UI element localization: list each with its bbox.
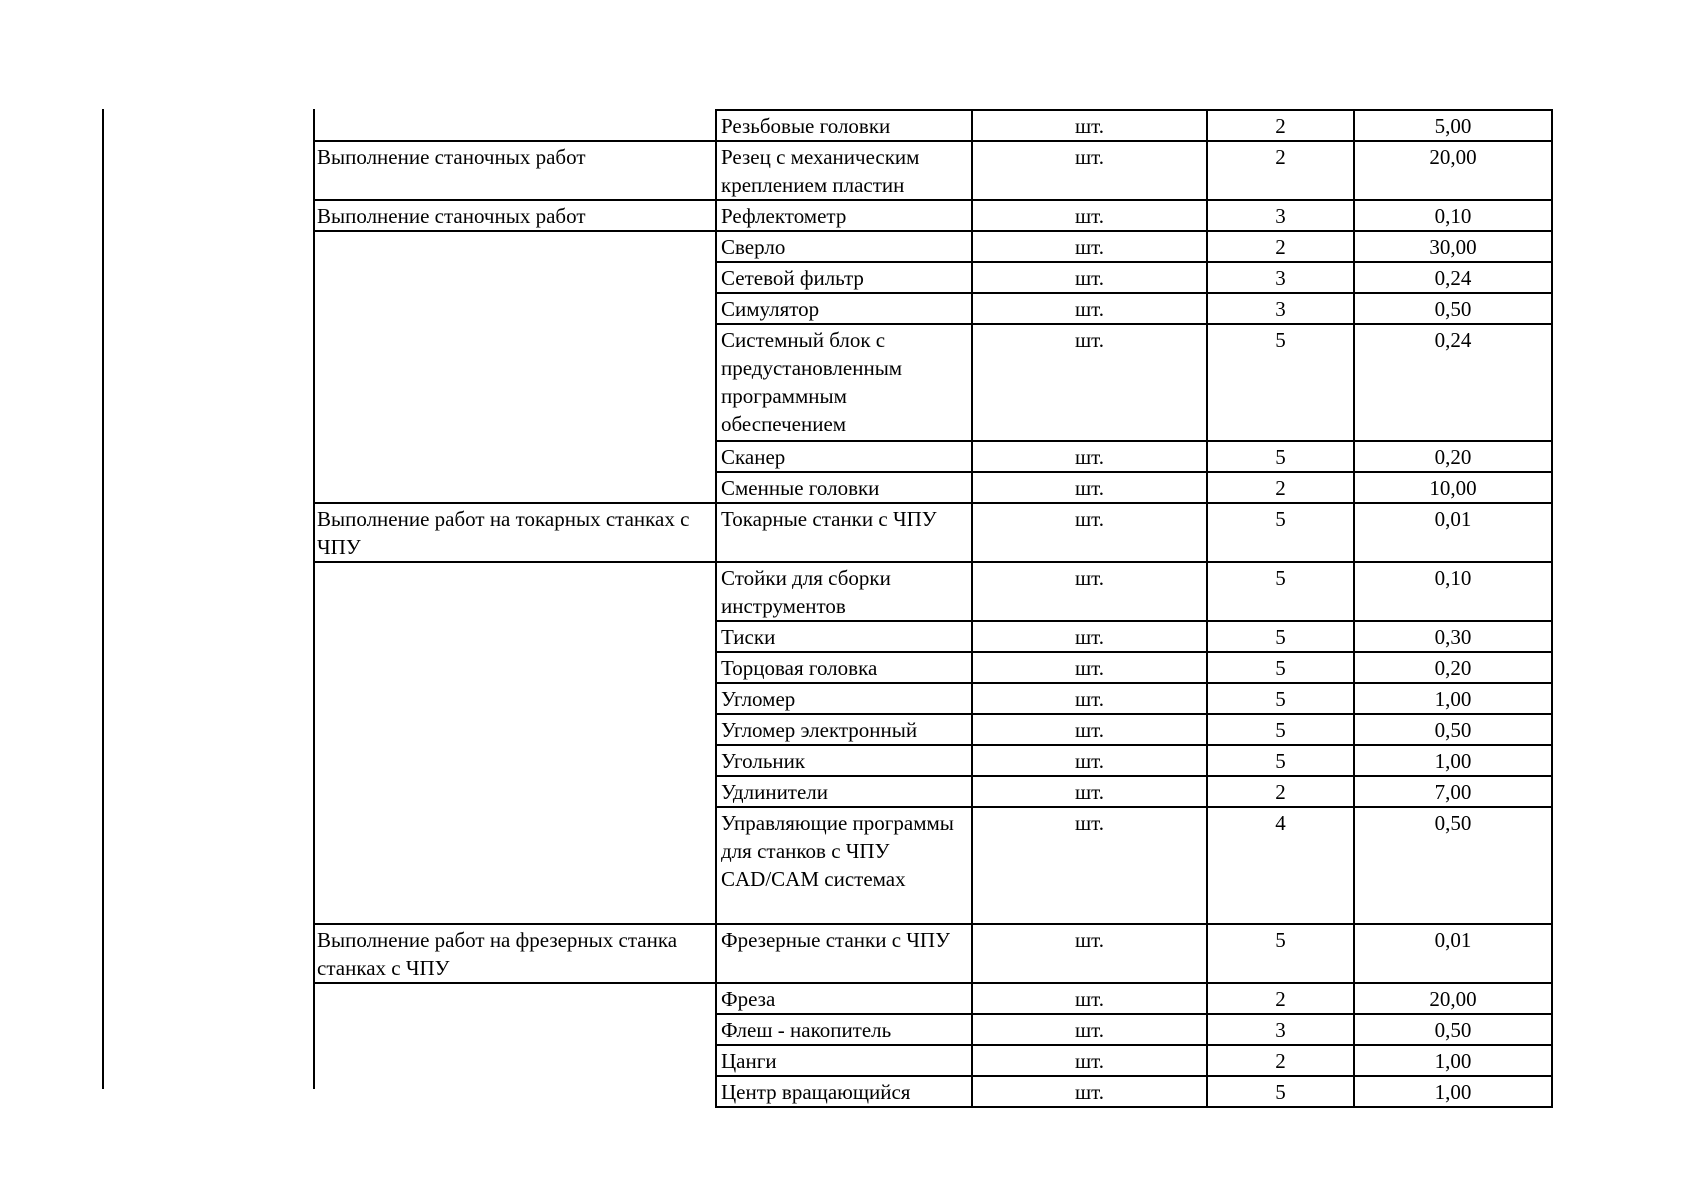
value-cell: 0,20	[1354, 441, 1552, 472]
equipment-table	[313, 109, 1553, 1108]
value-cell: 7,00	[1354, 776, 1552, 807]
item-cell: Резец с механическим креплением пластин	[716, 141, 972, 200]
work-cell	[313, 745, 716, 776]
value-cell: 30,00	[1354, 231, 1552, 262]
qty-cell: 2	[1207, 472, 1354, 503]
value-cell: 1,00	[1354, 1076, 1552, 1107]
table-row	[313, 714, 1552, 745]
table-row	[313, 807, 1552, 924]
value-cell: 0,01	[1354, 924, 1552, 983]
item-cell: Резьбовые головки	[716, 110, 972, 141]
value-cell: 20,00	[1354, 983, 1552, 1014]
item-cell: Угломер электронный	[716, 714, 972, 745]
unit-cell: шт.	[972, 776, 1207, 807]
page-left-border	[102, 109, 104, 1089]
work-cell	[313, 983, 716, 1014]
item-cell: Управляющие программы для станков с ЧПУ CAD/CAM системах	[716, 807, 972, 924]
value-cell: 0,10	[1354, 562, 1552, 621]
table-row	[313, 983, 1552, 1014]
qty-cell: 5	[1207, 683, 1354, 714]
value-cell: 0,30	[1354, 621, 1552, 652]
table-row	[313, 621, 1552, 652]
table-row	[313, 293, 1552, 324]
qty-cell: 4	[1207, 807, 1354, 924]
value-cell: 10,00	[1354, 472, 1552, 503]
unit-cell: шт.	[972, 200, 1207, 231]
table-row	[313, 745, 1552, 776]
qty-cell: 2	[1207, 776, 1354, 807]
qty-cell: 2	[1207, 231, 1354, 262]
unit-cell: шт.	[972, 807, 1207, 924]
work-cell: Выполнение работ на фрезерных станка станках с ЧПУ	[313, 924, 716, 983]
work-cell: Выполнение станочных работ	[313, 141, 716, 200]
qty-cell: 5	[1207, 503, 1354, 562]
qty-cell: 5	[1207, 441, 1354, 472]
work-cell	[313, 1045, 716, 1076]
qty-cell: 5	[1207, 1076, 1354, 1107]
table-row	[313, 652, 1552, 683]
value-cell: 20,00	[1354, 141, 1552, 200]
work-cell: Выполнение работ на токарных станках с ЧПУ	[313, 503, 716, 562]
unit-cell: шт.	[972, 231, 1207, 262]
work-cell	[313, 472, 716, 503]
value-cell: 0,10	[1354, 200, 1552, 231]
unit-cell: шт.	[972, 745, 1207, 776]
item-cell: Фрезерные станки с ЧПУ	[716, 924, 972, 983]
table-row	[313, 1045, 1552, 1076]
value-cell: 1,00	[1354, 683, 1552, 714]
table-row	[313, 924, 1552, 983]
work-cell	[313, 562, 716, 621]
item-cell: Сменные головки	[716, 472, 972, 503]
unit-cell: шт.	[972, 324, 1207, 441]
qty-cell: 5	[1207, 745, 1354, 776]
item-cell: Угольник	[716, 745, 972, 776]
unit-cell: шт.	[972, 683, 1207, 714]
value-cell: 0,01	[1354, 503, 1552, 562]
work-cell	[313, 807, 716, 924]
item-cell: Системный блок с предустановленным программным обеспечением	[716, 324, 972, 441]
unit-cell: шт.	[972, 562, 1207, 621]
unit-cell: шт.	[972, 1014, 1207, 1045]
value-cell: 5,00	[1354, 110, 1552, 141]
qty-cell: 3	[1207, 262, 1354, 293]
value-cell: 0,24	[1354, 324, 1552, 441]
work-cell	[313, 714, 716, 745]
unit-cell: шт.	[972, 293, 1207, 324]
value-cell: 1,00	[1354, 1045, 1552, 1076]
work-cell	[313, 262, 716, 293]
unit-cell: шт.	[972, 1045, 1207, 1076]
table-row	[313, 562, 1552, 621]
value-cell: 1,00	[1354, 745, 1552, 776]
value-cell: 0,50	[1354, 714, 1552, 745]
work-cell	[313, 231, 716, 262]
item-cell: Сверло	[716, 231, 972, 262]
qty-cell: 2	[1207, 110, 1354, 141]
work-cell	[313, 776, 716, 807]
unit-cell: шт.	[972, 441, 1207, 472]
qty-cell: 3	[1207, 200, 1354, 231]
value-cell: 0,50	[1354, 807, 1552, 924]
item-cell: Тиски	[716, 621, 972, 652]
table-row	[313, 231, 1552, 262]
qty-cell: 5	[1207, 562, 1354, 621]
qty-cell: 3	[1207, 293, 1354, 324]
table-row	[313, 441, 1552, 472]
item-cell: Токарные станки с ЧПУ	[716, 503, 972, 562]
item-cell: Сетевой фильтр	[716, 262, 972, 293]
work-cell	[313, 324, 716, 441]
unit-cell: шт.	[972, 1076, 1207, 1107]
unit-cell: шт.	[972, 472, 1207, 503]
item-cell: Стойки для сборки инструментов	[716, 562, 972, 621]
qty-cell: 2	[1207, 141, 1354, 200]
table-row	[313, 683, 1552, 714]
qty-cell: 5	[1207, 621, 1354, 652]
work-cell	[313, 1014, 716, 1045]
item-cell: Центр вращающийся	[716, 1076, 972, 1107]
table-row	[313, 324, 1552, 441]
value-cell: 0,24	[1354, 262, 1552, 293]
item-cell: Симулятор	[716, 293, 972, 324]
work-cell	[313, 293, 716, 324]
item-cell: Флеш - накопитель	[716, 1014, 972, 1045]
item-cell: Цанги	[716, 1045, 972, 1076]
value-cell: 0,50	[1354, 293, 1552, 324]
item-cell: Угломер	[716, 683, 972, 714]
work-cell	[313, 110, 716, 141]
unit-cell: шт.	[972, 652, 1207, 683]
table-row	[313, 1076, 1552, 1107]
qty-cell: 5	[1207, 924, 1354, 983]
value-cell: 0,20	[1354, 652, 1552, 683]
unit-cell: шт.	[972, 983, 1207, 1014]
value-cell: 0,50	[1354, 1014, 1552, 1045]
unit-cell: шт.	[972, 924, 1207, 983]
table-row	[313, 141, 1552, 200]
table-row	[313, 776, 1552, 807]
work-cell	[313, 683, 716, 714]
table-row	[313, 110, 1552, 141]
unit-cell: шт.	[972, 110, 1207, 141]
item-cell: Фреза	[716, 983, 972, 1014]
qty-cell: 5	[1207, 652, 1354, 683]
item-cell: Рефлектометр	[716, 200, 972, 231]
item-cell: Удлинители	[716, 776, 972, 807]
unit-cell: шт.	[972, 714, 1207, 745]
table-row	[313, 503, 1552, 562]
work-cell	[313, 1076, 716, 1107]
unit-cell: шт.	[972, 262, 1207, 293]
unit-cell: шт.	[972, 141, 1207, 200]
unit-cell: шт.	[972, 621, 1207, 652]
qty-cell: 5	[1207, 324, 1354, 441]
qty-cell: 5	[1207, 714, 1354, 745]
table-row	[313, 200, 1552, 231]
table-row	[313, 1014, 1552, 1045]
qty-cell: 3	[1207, 1014, 1354, 1045]
work-cell	[313, 621, 716, 652]
work-cell: Выполнение станочных работ	[313, 200, 716, 231]
unit-cell: шт.	[972, 503, 1207, 562]
work-cell	[313, 652, 716, 683]
table-row	[313, 472, 1552, 503]
item-cell: Торцовая головка	[716, 652, 972, 683]
qty-cell: 2	[1207, 983, 1354, 1014]
qty-cell: 2	[1207, 1045, 1354, 1076]
item-cell: Сканер	[716, 441, 972, 472]
table-row	[313, 262, 1552, 293]
work-cell	[313, 441, 716, 472]
